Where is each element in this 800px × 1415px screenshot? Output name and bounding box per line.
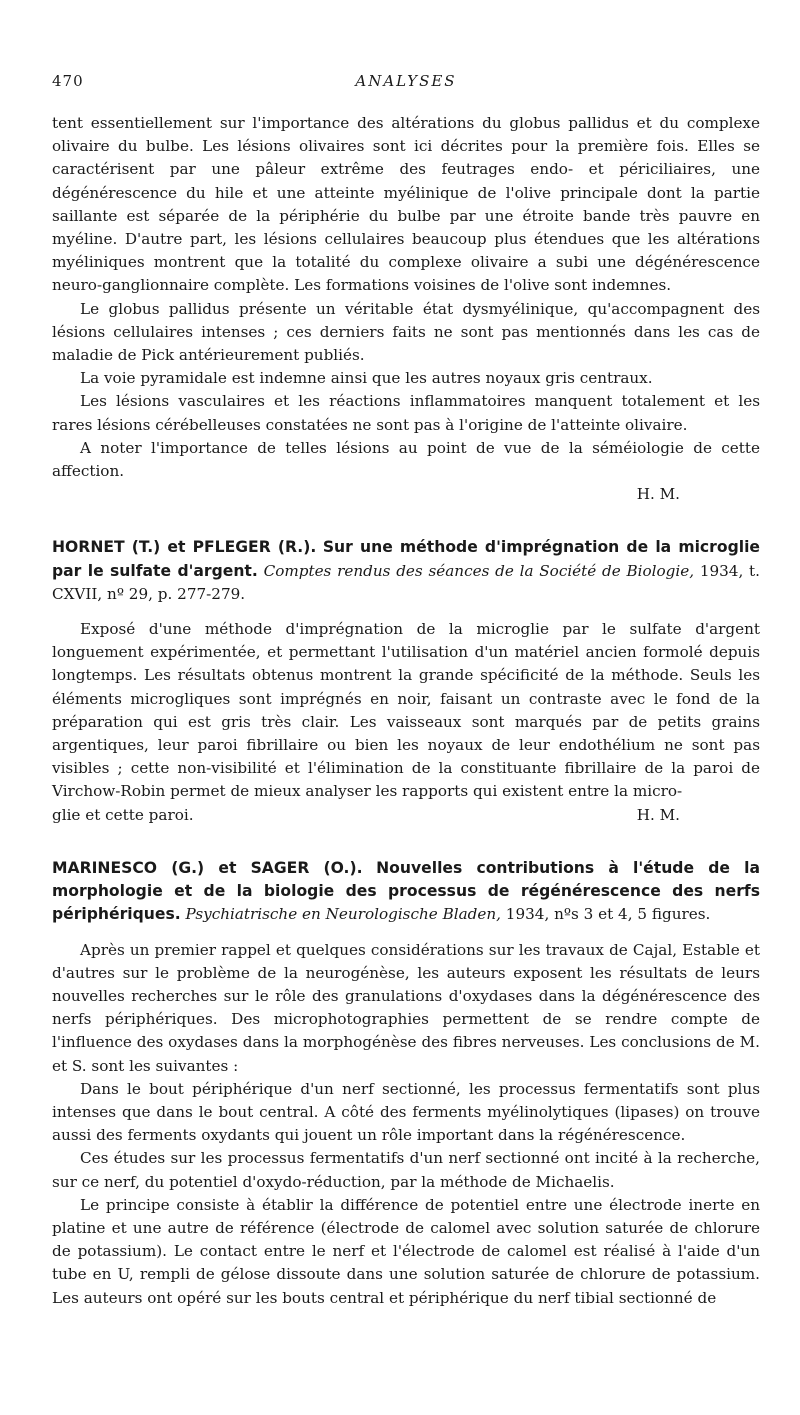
intro-section <box>52 112 760 506</box>
article-marinesco-sager <box>52 857 760 1310</box>
article-reference <box>52 857 760 927</box>
signature: H. M. <box>636 805 680 824</box>
intro-final-text: A noter l'importance de telles lésions au point de vue de la séméiologie de cette affection. <box>52 438 760 481</box>
article-final-text: glie et cette paroi. <box>52 805 194 824</box>
article-title: Sur une méthode d'imprégnation de la microglie par le sulfate d'argent. <box>52 538 761 580</box>
article-paragraph: Dans le bout périphérique d'un nerf sectionné, les processus fermentatifs sont plus intenses que dans le bout central. A côté des ferments myélinolytiques (lipases) on trouve aussi des ferments oxydants qui jouent un rôle important dans la régénérescence. <box>52 1079 760 1145</box>
running-head <box>52 72 760 94</box>
article-hornet-pfleger <box>52 536 760 826</box>
article-authors: HORNET (T.) et PFLEGER (R.). <box>52 538 317 557</box>
article-authors: MARINESCO (G.) et SAGER (O.). <box>52 858 363 877</box>
intro-final-paragraph <box>52 437 760 483</box>
article-body: Exposé d'une méthode d'imprégnation de la microglie par le sulfate d'argent longuement expérimentée, et permettant l'utilisation d'un matériel ancien formolé depuis longtemps. Les résultats obtenus montrent la grande spécificité de la méthode. Seuls les éléments microgliques sont imprégnés en noir, faisant un contraste avec le fond de la préparation qui est gris très clair. Les vaisseaux sont marqués par de petits grains argentiques, leur paroi fibrillaire ou bien les noyaux de leur endothélium ne sont pas visibles ; cette non-visibilité et l'élimination de la constituante fibrillaire de la paroi de Virchow-Robin permet de mieux analyser les rapports qui existent entre la micro- <box>52 620 760 801</box>
article-signature-line <box>52 804 760 827</box>
intro-paragraph: Le globus pallidus présente un véritable état dysmyélinique, qu'accompagnent des lésions cellulaires intenses ; ces derniers faits ne sont pas mentionnés dans les cas de maladie de Pick antérieurement publiés. <box>52 299 760 365</box>
journal-title: ANALYSES <box>355 72 457 90</box>
signature: H. M. <box>636 485 680 504</box>
intro-signature-line <box>52 483 760 506</box>
intro-paragraph: La voie pyramidale est indemne ainsi que les autres noyaux gris centraux. <box>80 369 653 388</box>
article-source: Comptes rendus des séances de la Société de Biologie, <box>263 561 695 580</box>
article-source-details: 1934, nºs 3 et 4, 5 figures. <box>505 905 711 924</box>
article-title: Nouvelles contributions à l'étude de la morphologie et de la biologie des processus de régénérescence des nerfs périphériques. <box>52 858 761 924</box>
article-source: Psychiatrische en Neurologische Bladen, <box>185 905 501 924</box>
article-paragraph: Ces études sur les processus fermentatifs d'un nerf sectionné ont incité à la recherche, sur ce nerf, du potentiel d'oxydo-réduction, par la méthode de Michaelis. <box>52 1149 760 1191</box>
page-number: 470 <box>52 72 84 90</box>
intro-paragraph: tent essentiellement sur l'importance des altérations du globus pallidus et du complexe olivaire du bulbe. Les lésions olivaires sont ici décrites pour la première fois. Elles se caractérisent par une pâleur extrême des feutrages endo- et périciliaires, une dégénérescence du hile et une atteinte myélinique de l'olive principale dont la partie saillante est séparée de la périphérie du bulbe par une étroite bande très pauvre en myéline. D'autre part, les lésions cellulaires beaucoup plus étendues que les altérations myéliniques montrent que la totalité du complexe olivaire a subi une dégénérescence neuro-ganglionnaire complète. Les formations voisines de l'olive sont indemnes. <box>52 114 760 295</box>
article-paragraph: Après un premier rappel et quelques considérations sur les travaux de Cajal, Estable et d'autres sur le problème de la neurogénèse, les auteurs exposent les résultats de leurs nouvelles recherches sur le rôle des granulations d'oxydases dans la dégénérescence des nerfs périphériques. Des microphotographies permettent de se rendre compte de l'influence des oxydases dans la morphogénèse des fibres nerveuses. Les conclusions de M. et S. sont les suivantes : <box>52 940 760 1075</box>
article-reference <box>52 536 760 606</box>
intro-paragraph: Les lésions vasculaires et les réactions inflammatoires manquent totalement et les rares lésions cérébelleuses constatées ne sont pas à l'origine de l'atteinte olivaire. <box>52 392 760 434</box>
article-source-details: 1934, t. CXVII, nº 29, p. 277-279. <box>52 561 760 603</box>
article-paragraph: Le principe consiste à établir la différence de potentiel entre une électrode inerte en platine et une autre de référence (électrode de calomel avec solution saturée de chlorure de potassium). Le contact entre le nerf et l'électrode de calomel est réalisé à l'aide d'un tube en U, rempli de gélose dissoute dans une solution saturée de chlorure de potassium. Les auteurs ont opéré sur les bouts central et périphérique du nerf tibial sectionné de <box>52 1195 760 1307</box>
